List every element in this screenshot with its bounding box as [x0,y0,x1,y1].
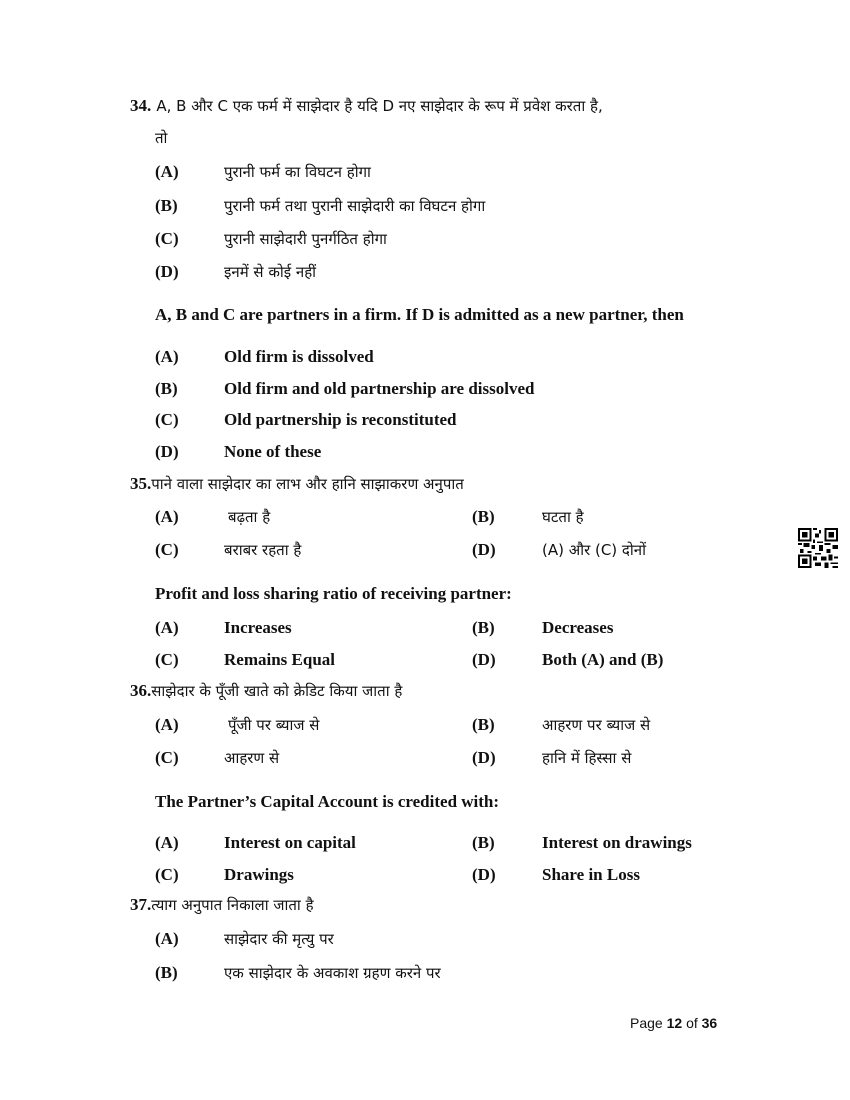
question-34-number: 34. [130,96,152,115]
option-label: (A) [155,833,179,852]
option-text: बराबर रहता है [224,541,302,559]
option-text: पुरानी फर्म का विघटन होगा [224,163,371,181]
option-text: Old firm is dissolved [224,347,374,366]
option-label: (B) [472,618,495,637]
option-label: (A) [155,507,179,526]
qr-code-icon [798,528,838,568]
option-label: (A) [155,929,179,948]
option-label: (D) [472,865,496,884]
option-text: Interest on capital [224,833,356,852]
total-pages: 36 [701,1015,718,1031]
option-text: Remains Equal [224,650,335,669]
option-label: (C) [155,540,179,559]
question-34-english: A, B and C are partners in a firm. If D is admitted as a new partner, then [155,305,684,324]
option-label: (B) [155,379,178,398]
option-label: (B) [155,196,178,215]
option-text: Drawings [224,865,294,884]
option-text: Both (A) and (B) [542,650,664,669]
question-35-hindi: 35.पाने वाला साझेदार का लाभ और हानि साझाकरण अनुपात [130,474,464,493]
option-text: Share in Loss [542,865,640,884]
option-text: (A) और (C) दोनों [542,541,646,559]
option-label: (B) [155,963,178,982]
option-text: हानि में हिस्सा से [542,749,632,767]
question-34-hindi-line1: 34. A, B और C एक फर्म में साझेदार है यदि D नए साझेदार के रूप में प्रवेश करता है, [130,96,603,115]
option-label: (C) [155,229,179,248]
option-text: Increases [224,618,292,637]
option-label: (A) [155,162,179,181]
option-label: (C) [155,410,179,429]
option-label: (C) [155,650,179,669]
option-text: आहरण से [224,749,280,767]
option-label: (D) [472,540,496,559]
option-text: एक साझेदार के अवकाश ग्रहण करने पर [224,964,441,982]
option-label: (B) [472,715,495,734]
option-label: (B) [472,507,495,526]
option-label: (D) [472,650,496,669]
option-text: इनमें से कोई नहीं [224,263,317,281]
option-label: (C) [155,865,179,884]
question-36-hindi: 36.साझेदार के पूँजी खाते को क्रेडिट किया जाता है [130,681,403,700]
option-text: Old firm and old partnership are dissolved [224,379,535,398]
question-36-english: The Partner’s Capital Account is credited with: [155,792,500,811]
option-label: (B) [472,833,495,852]
option-text: साझेदार की मृत्यु पर [224,930,334,948]
question-37-number: 37. [130,895,152,914]
page-number: Page 12 of 36 [630,1015,718,1031]
option-label: (D) [155,442,179,461]
option-text: पूँजी पर ब्याज से [228,716,320,734]
question-35-number: 35. [130,474,152,493]
question-34-hindi-line2: तो [155,129,168,147]
option-label: (A) [155,347,179,366]
option-text: Interest on drawings [542,833,692,852]
current-page: 12 [666,1015,683,1031]
option-text: पुरानी फर्म तथा पुरानी साझेदारी का विघटन होगा [224,197,486,215]
option-label: (A) [155,715,179,734]
option-text: Decreases [542,618,614,637]
option-text: None of these [224,442,322,461]
option-label: (D) [472,748,496,767]
question-35-english: Profit and loss sharing ratio of receiving partner: [155,584,512,603]
question-36-number: 36. [130,681,152,700]
option-text: आहरण पर ब्याज से [542,716,651,734]
option-label: (C) [155,748,179,767]
question-37-hindi: 37.त्याग अनुपात निकाला जाता है [130,895,314,914]
option-text: पुरानी साझेदारी पुनर्गठित होगा [224,230,387,248]
option-text: Old partnership is reconstituted [224,410,457,429]
option-text: घटता है [542,508,584,526]
option-label: (D) [155,262,179,281]
option-text: बढ़ता है [228,508,271,526]
option-label: (A) [155,618,179,637]
